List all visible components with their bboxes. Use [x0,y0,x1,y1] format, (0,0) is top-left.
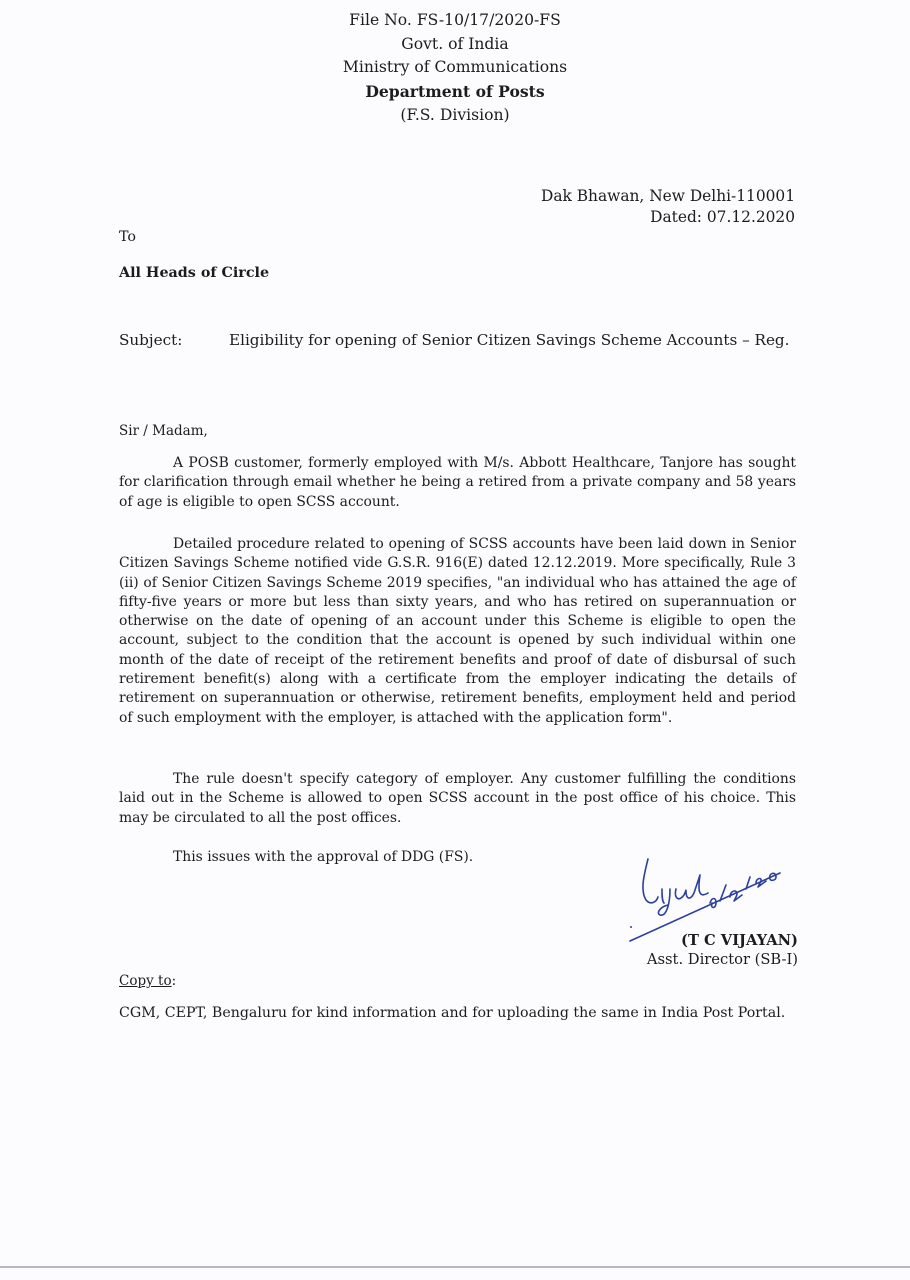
paragraph-clarification: The rule doesn't specify category of employer. Any customer fulfilling the conditions laid out in the Scheme is allowed to open SCSS account in the post office of his choice. This may be circulated to all the post offices. [119,771,796,826]
salutation: Sir / Madam, [119,423,208,439]
file-number: File No. FS-10/17/2020-FS [349,11,561,29]
letter-date: Dated: 07.12.2020 [650,207,795,226]
paragraph-rule: Detailed procedure related to opening of SCSS accounts have been laid down in Senior Citizen Savings Scheme notified vide G.S.R. 916(E) dated 12.12.2019. More specifically, Rule 3 (ii) of Senior Citizen Savings Scheme 2019 specifies, "an individual who has attained the age of fifty-five years or more but less than sixty years, and who has retired on superannuation or otherwise on the date of opening of an account under this Scheme is eligible to open the account, subject to the condition that the account is opened by such individual within one month of the date of receipt of the retirement benefits and proof of date of disbursal of such retirement benefit(s) along with a certificate from the employer indicating the details of retirement on superannuation or otherwise, retirement benefits, employment held and period of such employment with the employer, is attached with the application form". [119,536,796,726]
signatory-block [647,931,798,969]
to-label: To [119,229,137,245]
copy-to-colon: : [171,973,177,989]
office-address: Dak Bhawan, New Delhi-110001 [541,187,795,205]
department-line: Department of Posts [365,82,545,102]
signatory-designation: Asst. Director (SB-I) [646,951,798,968]
signatory-name: (T C VIJAYAN) [681,932,798,949]
address-block [541,186,795,227]
recipient: All Heads of Circle [119,265,270,281]
copy-to-label [119,973,176,989]
copy-to-recipient: CGM, CEPT, Bengaluru for kind information and for uploading the same in India Post Portal. [119,1005,786,1021]
ministry-line: Ministry of Communications [342,58,568,77]
subject-label: Subject: [119,331,183,349]
letterhead [0,9,910,128]
page-bottom-edge [0,1266,910,1268]
govt-line: Govt. of India [401,34,509,53]
paragraph-approval: This issues with the approval of DDG (FS). [173,849,474,865]
paragraph-query: A POSB customer, formerly employed with M/s. Abbott Healthcare, Tanjore has sought for clarification through email whether he being a retired from a private company and 58 years of age is eligible to open SCSS account. [119,455,796,510]
copy-to-label-text: Copy to [119,973,172,989]
division-line: (F.S. Division) [400,105,510,124]
subject-text: Eligibility for opening of Senior Citizen Savings Scheme Accounts – Reg. [229,331,790,349]
